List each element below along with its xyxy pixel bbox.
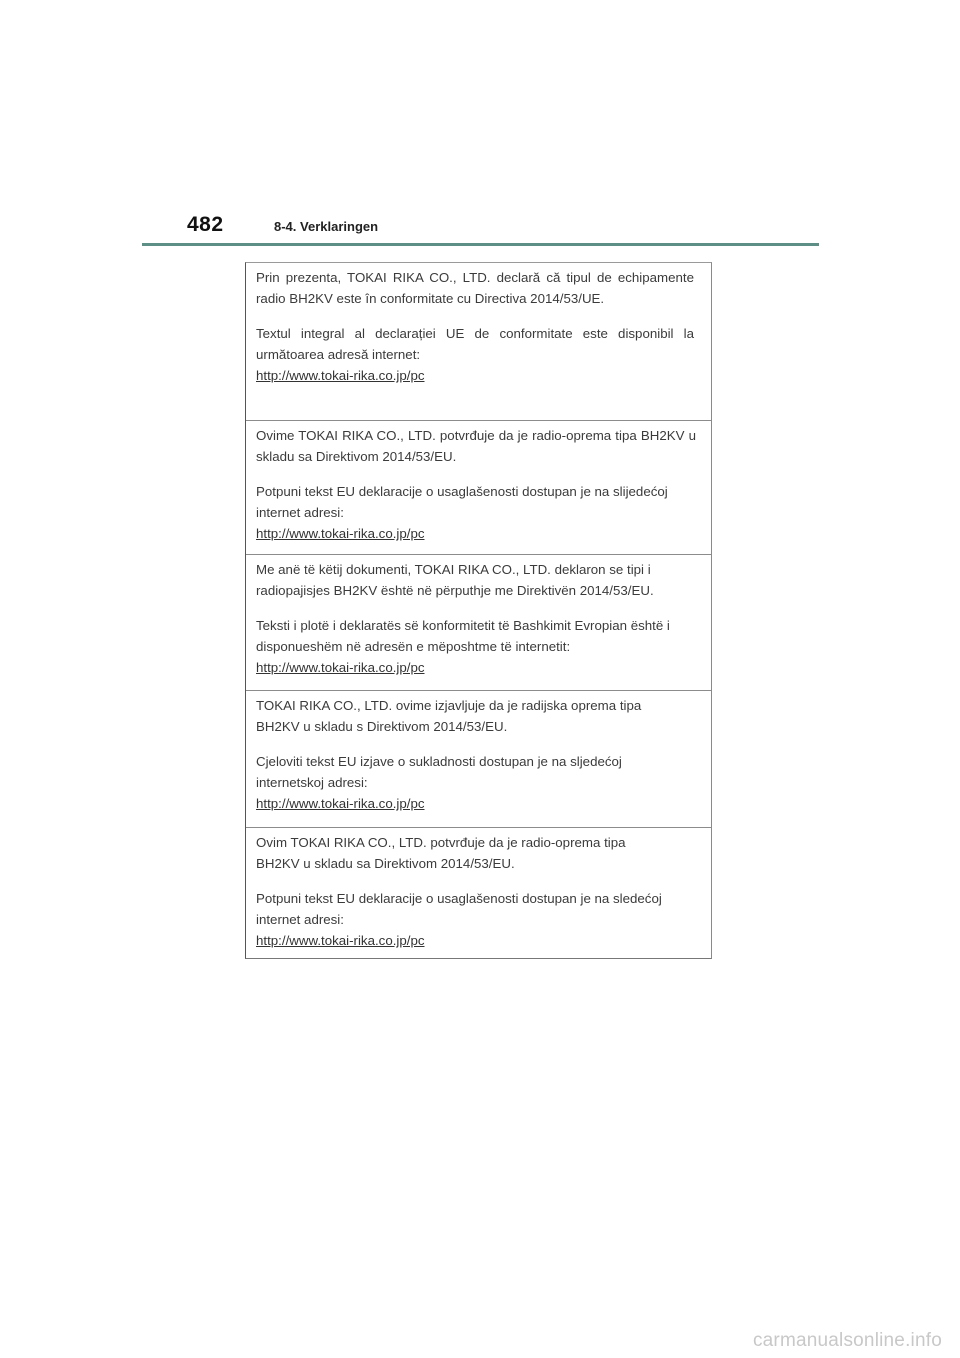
section-title: 8-4. Verklaringen <box>274 219 379 234</box>
declaration-statement: Prin prezenta, TOKAI RIKA CO., LTD. declară că tipul de echipamente radio BH2KV este în conformitate cu Directiva 2014/53/UE. <box>256 270 694 306</box>
declaration-block-croatian <box>246 690 711 827</box>
declaration-url-link[interactable]: http://www.tokai-rika.co.jp/pc <box>256 660 425 675</box>
declaration-availability: Textul integral al declarației UE de conformitate este disponibil la următoarea adresă internet: <box>256 326 694 362</box>
declaration-block-romanian <box>246 263 711 420</box>
declaration-url-link[interactable]: http://www.tokai-rika.co.jp/pc <box>256 368 425 383</box>
declaration-statement: Ovime TOKAI RIKA CO., LTD. potvrđuje da je radio-oprema tipa BH2KV u skladu sa Direktivom 2014/53/EU. <box>256 428 696 464</box>
declaration-statement: Me anë të këtij dokumenti, TOKAI RIKA CO., LTD. deklaron se tipi i radiopajisjes BH2KV është në përputhje me Direktivën 2014/53/EU. <box>256 562 654 598</box>
declaration-availability: Teksti i plotë i deklaratës së konformitetit të Bashkimit Evropian është i disponueshëm në adresën e mëposhtme të internetit: <box>256 618 670 654</box>
declaration-box <box>245 262 712 959</box>
declaration-block-bosnian <box>246 420 711 554</box>
declaration-availability: Cjeloviti tekst EU izjave o sukladnosti dostupan je na sljedećoj internetskoj adresi: <box>256 754 622 790</box>
declaration-url-link[interactable]: http://www.tokai-rika.co.jp/pc <box>256 526 425 541</box>
site-watermark: carmanualsonline.info <box>752 1330 942 1351</box>
header-rule <box>142 243 819 246</box>
declaration-url-link[interactable]: http://www.tokai-rika.co.jp/pc <box>256 796 425 811</box>
declaration-availability: Potpuni tekst EU deklaracije o usaglašenosti dostupan je na slijedećoj internet adresi: <box>256 484 668 520</box>
declaration-block-serbian <box>246 827 711 959</box>
declaration-url-link[interactable]: http://www.tokai-rika.co.jp/pc <box>256 933 425 948</box>
page-header <box>0 0 960 250</box>
page-number: 482 <box>187 213 224 236</box>
declaration-availability: Potpuni tekst EU deklaracije o usaglašenosti dostupan je na sledećoj internet adresi: <box>256 891 662 927</box>
declaration-block-albanian <box>246 554 711 690</box>
declaration-statement: Ovim TOKAI RIKA CO., LTD. potvrđuje da je radio-oprema tipa BH2KV u skladu sa Direktivom 2014/53/EU. <box>256 835 626 871</box>
declaration-statement: TOKAI RIKA CO., LTD. ovime izjavljuje da je radijska oprema tipa BH2KV u skladu s Direktivom 2014/53/EU. <box>256 698 642 734</box>
